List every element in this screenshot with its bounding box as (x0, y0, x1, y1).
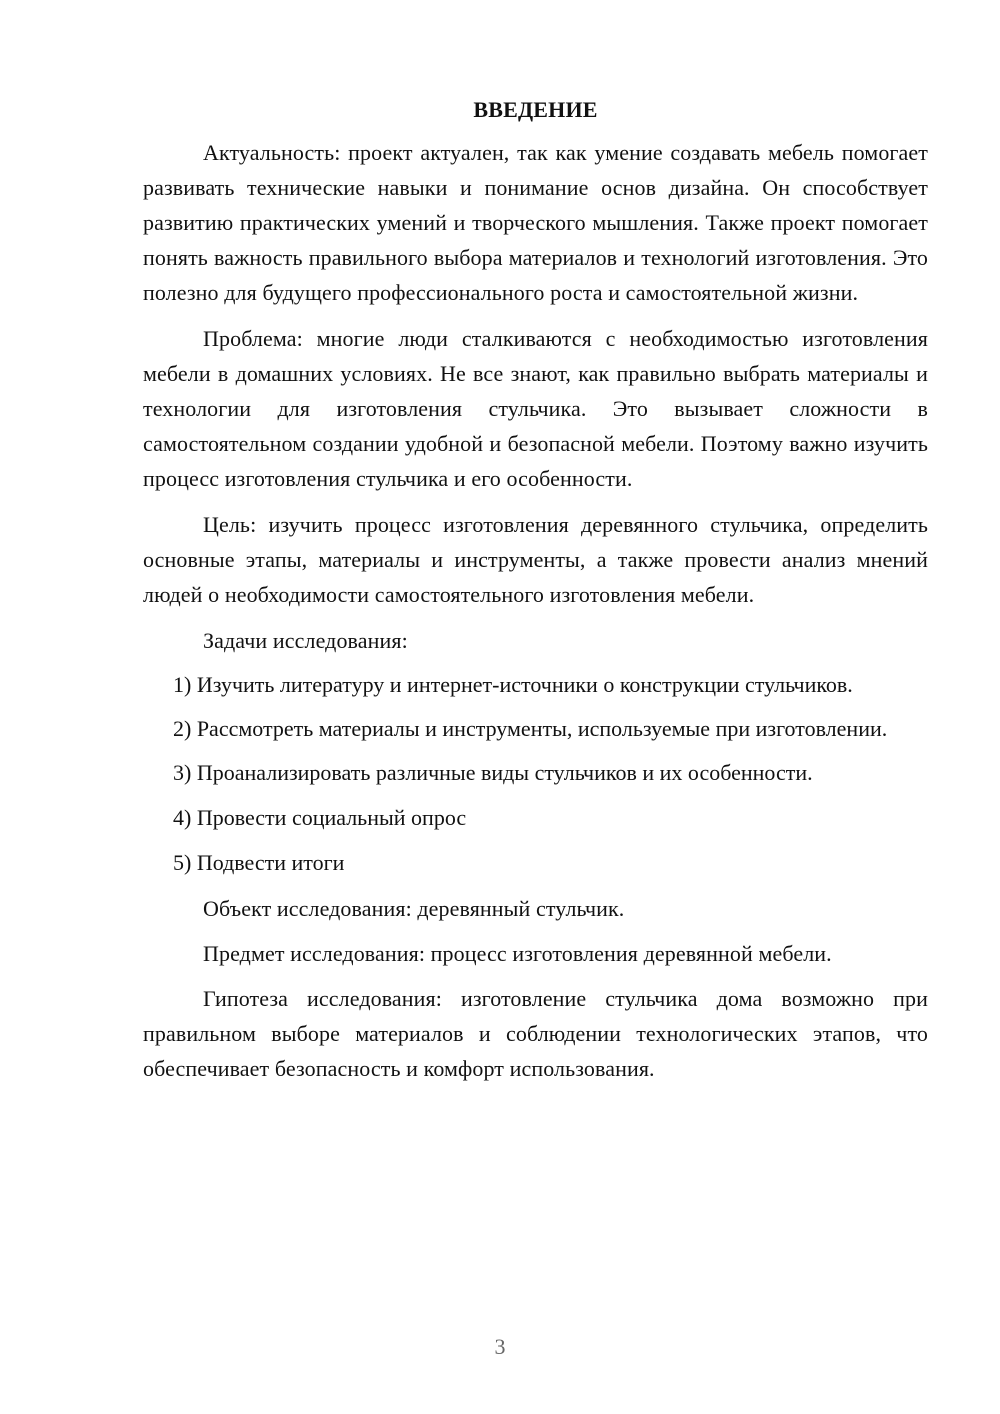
subject-paragraph: Предмет исследования: процесс изготовления деревянной мебели. (203, 941, 832, 966)
task-item-2: 2) Рассмотреть материалы и инструменты, используемые при изготовлении. (173, 716, 888, 741)
section-title: ВВЕДЕНИЕ (473, 97, 598, 122)
relevance-paragraph: Актуальность: проект актуален, так как умение создавать мебель помогает развивать технические навыки и понимание основ дизайна. Он способствует развитию практических умений и творческого мышления. Также проект помогает понять важность правильного выбора материалов и технологий изготовления. Это полезно для будущего профессионального роста и самостоятельной жизни. (143, 140, 928, 305)
hypothesis-paragraph: Гипотеза исследования: изготовление стульчика дома возможно при правильном выборе материалов и соблюдении технологических этапов, что обеспечивает безопасность и комфорт использования. (143, 986, 928, 1081)
task-item-4: 4) Провести социальный опрос (173, 805, 467, 830)
page-number: 3 (494, 1334, 506, 1359)
tasks-heading: Задачи исследования: (203, 628, 408, 653)
goal-paragraph: Цель: изучить процесс изготовления деревянного стульчика, определить основные этапы, материалы и инструменты, а также провести анализ мнений людей о необходимости самостоятельного изготовления мебели. (143, 512, 928, 607)
task-item-1: 1) Изучить литературу и интернет-источники о конструкции стульчиков. (173, 672, 853, 697)
task-item-5: 5) Подвести итоги (173, 850, 345, 875)
object-paragraph: Объект исследования: деревянный стульчик. (203, 896, 625, 921)
document-page (143, 95, 928, 1295)
problem-paragraph: Проблема: многие люди сталкиваются с необходимостью изготовления мебели в домашних условиях. Не все знают, как правильно выбрать материалы и технологии для изготовления стульчика. Это вызывает сложности в самостоятельном создании удобной и безопасной мебели. Поэтому важно изучить процесс изготовления стульчика и его особенности. (143, 326, 928, 491)
task-item-3: 3) Проанализировать различные виды стульчиков и их особенности. (173, 760, 813, 785)
